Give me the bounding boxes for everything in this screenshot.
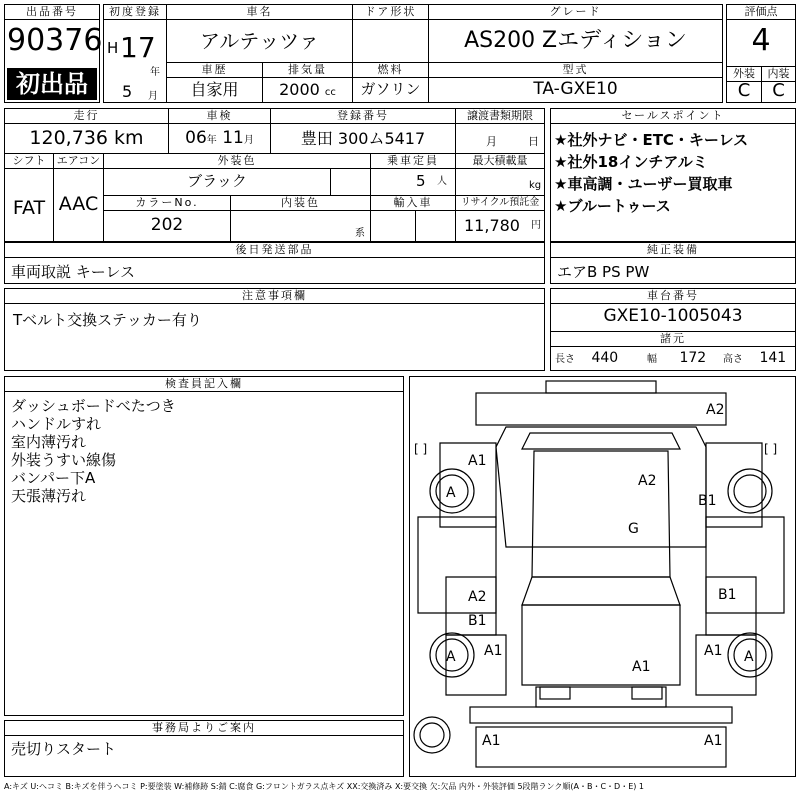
spec-label: 諸元 bbox=[551, 331, 795, 347]
ext-grade-label: 外装 bbox=[727, 66, 761, 82]
height-value: 141 bbox=[759, 350, 787, 366]
reg-no-label: 登録番号 bbox=[270, 109, 455, 124]
equipment-block bbox=[550, 242, 796, 284]
height-label: 高さ bbox=[723, 354, 743, 365]
transfer-day-unit: 日 bbox=[528, 135, 539, 148]
lot-label: 出品番号 bbox=[5, 5, 99, 20]
car-diagram-svg bbox=[410, 377, 795, 776]
model-label: 型式 bbox=[428, 62, 722, 78]
displacement-label: 排気量 bbox=[262, 62, 352, 78]
rear-bumper-top-outline bbox=[546, 381, 656, 393]
recycle-value: 11,780 bbox=[464, 216, 520, 235]
inspector-line: 室内薄汚れ bbox=[11, 433, 87, 451]
notes-block bbox=[4, 288, 545, 371]
inspector-line: 外装うすい線傷 bbox=[11, 451, 117, 469]
ext-color-label: 外装色 bbox=[103, 153, 370, 169]
mark-right-b1-rear: B1 bbox=[718, 587, 737, 603]
mileage bbox=[5, 124, 168, 153]
mileage-label: 走行 bbox=[5, 109, 168, 124]
grade-label: グレード bbox=[428, 5, 722, 20]
sales-point: ★社外18インチアルミ bbox=[554, 153, 708, 171]
mark-right-rear-wheel: A bbox=[744, 649, 754, 665]
shift: FAT bbox=[12, 197, 46, 219]
hood-outline bbox=[522, 605, 680, 685]
chassis-number: GXE10-1005043 bbox=[603, 306, 743, 326]
headlight-right-outline bbox=[632, 687, 662, 699]
width-value: 172 bbox=[679, 350, 707, 366]
windshield-outline bbox=[522, 577, 680, 605]
lot-block bbox=[4, 4, 103, 103]
right-rear-side-outline bbox=[706, 443, 762, 527]
ac: AAC bbox=[53, 168, 103, 241]
int-grade-label: 内装 bbox=[761, 66, 795, 82]
inspector-label: 検査員記入欄 bbox=[5, 377, 403, 392]
door-shape bbox=[352, 20, 428, 62]
int-color bbox=[230, 210, 370, 241]
history-label: 車歴 bbox=[166, 62, 262, 78]
mark-left-b1: B1 bbox=[468, 613, 487, 629]
length-value: 440 bbox=[591, 350, 619, 366]
front-bumper-outline bbox=[470, 707, 732, 723]
equipment-text: エアB PS PW bbox=[557, 263, 650, 281]
mark-left-front-wheel: A bbox=[446, 485, 456, 501]
inspector-line: 天張薄汚れ bbox=[11, 487, 87, 505]
ac-label: エアコン bbox=[53, 153, 103, 169]
displacement-unit: cc bbox=[324, 87, 336, 98]
mark-bottom-right-a1: A1 bbox=[704, 733, 723, 749]
car-name: アルテッツァ bbox=[166, 20, 352, 62]
door-label: ドア形状 bbox=[352, 5, 428, 20]
fuel-label: 燃料 bbox=[352, 62, 428, 78]
load-label: 最大積載量 bbox=[455, 153, 544, 169]
capacity bbox=[370, 168, 455, 195]
load bbox=[455, 168, 544, 195]
width-label: 幅 bbox=[647, 354, 657, 365]
headlight-left-outline bbox=[540, 687, 570, 699]
grade: AS200 Zエディション bbox=[428, 20, 722, 62]
score-label: 評価点 bbox=[727, 5, 795, 20]
inspection-month: 11 bbox=[222, 128, 244, 148]
first-reg-month: 5 bbox=[122, 82, 133, 101]
mark-right-b1: B1 bbox=[698, 493, 717, 509]
inspector-line: ハンドルすれ bbox=[11, 415, 102, 433]
mark-left-front-door-top: A1 bbox=[468, 453, 487, 469]
sales-point: ★ブルートゥース bbox=[554, 197, 671, 215]
right-front-door-outline bbox=[706, 577, 756, 635]
inspection-year-unit: 年 bbox=[206, 135, 217, 146]
office-block bbox=[4, 720, 404, 777]
mark-left-a2: A2 bbox=[468, 589, 487, 605]
year-unit: 年 bbox=[150, 67, 160, 78]
import-value bbox=[370, 210, 415, 241]
chassis-block bbox=[550, 288, 796, 371]
bracket-left: [ ] bbox=[414, 442, 428, 456]
shift-label: シフト bbox=[5, 153, 53, 169]
import-label: 輸入車 bbox=[370, 195, 455, 211]
score-block bbox=[726, 4, 796, 103]
int-grade: C bbox=[761, 80, 795, 102]
mark-right-rear-a1: A1 bbox=[704, 643, 723, 659]
color-no-label: カラーNo. bbox=[103, 195, 230, 211]
lot-number: 90376 bbox=[7, 23, 103, 58]
spec-length bbox=[555, 350, 618, 366]
capacity-unit: 人 bbox=[437, 176, 447, 187]
length-label: 長さ bbox=[555, 354, 575, 365]
delivery-label: 後日発送部品 bbox=[5, 243, 544, 258]
wheels bbox=[414, 469, 772, 753]
sales-point: ★社外ナビ・ETC・キーレス bbox=[554, 131, 749, 149]
recycle-label: リサイクル預託金 bbox=[455, 195, 544, 211]
chassis-label: 車台番号 bbox=[551, 289, 795, 304]
capacity-value: 5 bbox=[416, 172, 426, 190]
inspector-line: ダッシュボードべたつき bbox=[11, 397, 176, 415]
score: 4 bbox=[751, 23, 771, 58]
rear-glass-outline bbox=[522, 433, 680, 449]
rear-window-outline bbox=[496, 427, 706, 547]
delivery-text: 車両取説 キーレス bbox=[11, 263, 136, 281]
history: 自家用 bbox=[166, 77, 262, 102]
roof-outline bbox=[532, 451, 670, 577]
inspection-label: 車検 bbox=[168, 109, 270, 124]
inspector-block bbox=[4, 376, 404, 716]
legend: A:キズ U:ヘコミ B:キズを伴うヘコミ P:要塗装 W:補修跡 S:錆 C:腐食 G:フロントガラス点キズ XX:交換済み X:要交換 欠:欠品 内外・外装評価 5段階ランク順(A・B・C・D・E) 1 bbox=[4, 782, 645, 791]
era: H bbox=[107, 39, 119, 57]
fuel: ガソリン bbox=[352, 77, 428, 102]
month-unit: 月 bbox=[148, 91, 158, 102]
mileage-value: 120,736 bbox=[29, 127, 108, 149]
transfer-deadline bbox=[455, 124, 544, 153]
mileage-unit: km bbox=[114, 127, 144, 149]
notes-text: Tベルト交換ステッカー有り bbox=[13, 311, 202, 329]
displacement bbox=[262, 77, 352, 102]
reg-no: 豊田 300ム5417 bbox=[270, 124, 455, 153]
mark-roof-a2: A2 bbox=[638, 473, 657, 489]
first-listing-badge: 初出品 bbox=[7, 68, 97, 100]
sales-points-label: セールスポイント bbox=[551, 109, 795, 124]
inspector-line: バンパー下A bbox=[11, 469, 96, 487]
details-block bbox=[4, 108, 545, 242]
spec-height bbox=[723, 350, 786, 366]
car-name-label: 車名 bbox=[166, 5, 352, 20]
mark-rear-top: A2 bbox=[706, 402, 725, 418]
mark-left-rear-wheel: A bbox=[446, 649, 456, 665]
capacity-label: 乗車定員 bbox=[370, 153, 455, 169]
displacement-value: 2000 bbox=[279, 80, 320, 99]
recycle bbox=[455, 210, 544, 241]
load-unit: kg bbox=[529, 180, 542, 191]
mark-bottom-left-a1: A1 bbox=[482, 733, 501, 749]
model: TA-GXE10 bbox=[428, 77, 722, 102]
ext-color-extra bbox=[330, 168, 370, 195]
car-diagram bbox=[409, 376, 796, 777]
inspection-month-unit: 月 bbox=[243, 135, 254, 146]
mark-roof-g: G bbox=[628, 521, 639, 537]
color-no: 202 bbox=[103, 210, 230, 241]
recycle-unit: 円 bbox=[531, 220, 541, 231]
notes-label: 注意事項欄 bbox=[5, 289, 544, 304]
front-bottom-outline bbox=[476, 727, 726, 767]
int-color-label: 内装色 bbox=[230, 195, 370, 211]
front-grille-outline bbox=[536, 687, 666, 707]
office-text: 売切りスタート bbox=[11, 740, 117, 758]
office-label: 事務局よりご案内 bbox=[5, 721, 403, 736]
vehicle-info-block bbox=[103, 4, 723, 103]
mark-left-rear-a1: A1 bbox=[484, 643, 503, 659]
ext-color: ブラック bbox=[103, 168, 330, 195]
first-reg-label: 初度登録 bbox=[104, 5, 166, 20]
inspection-year: 06 bbox=[185, 128, 207, 148]
transfer-label: 譲渡書類期限 bbox=[455, 109, 544, 124]
spec-width bbox=[647, 350, 706, 366]
bracket-right: [ ] bbox=[764, 442, 778, 456]
rear-trunk-outline bbox=[476, 393, 726, 425]
import-value-2 bbox=[415, 210, 455, 241]
int-color-unit: 系 bbox=[355, 228, 365, 239]
sales-points-block bbox=[550, 108, 796, 242]
first-reg-year: 17 bbox=[120, 31, 156, 64]
ext-grade: C bbox=[737, 80, 751, 101]
equipment-label: 純正装備 bbox=[551, 243, 795, 258]
mark-trunk-a1: A1 bbox=[632, 659, 651, 675]
transfer-month-unit: 月 bbox=[486, 135, 497, 148]
delivery-block bbox=[4, 242, 545, 284]
inspection bbox=[168, 124, 270, 153]
sales-point: ★車高調・ユーザー買取車 bbox=[554, 175, 733, 193]
